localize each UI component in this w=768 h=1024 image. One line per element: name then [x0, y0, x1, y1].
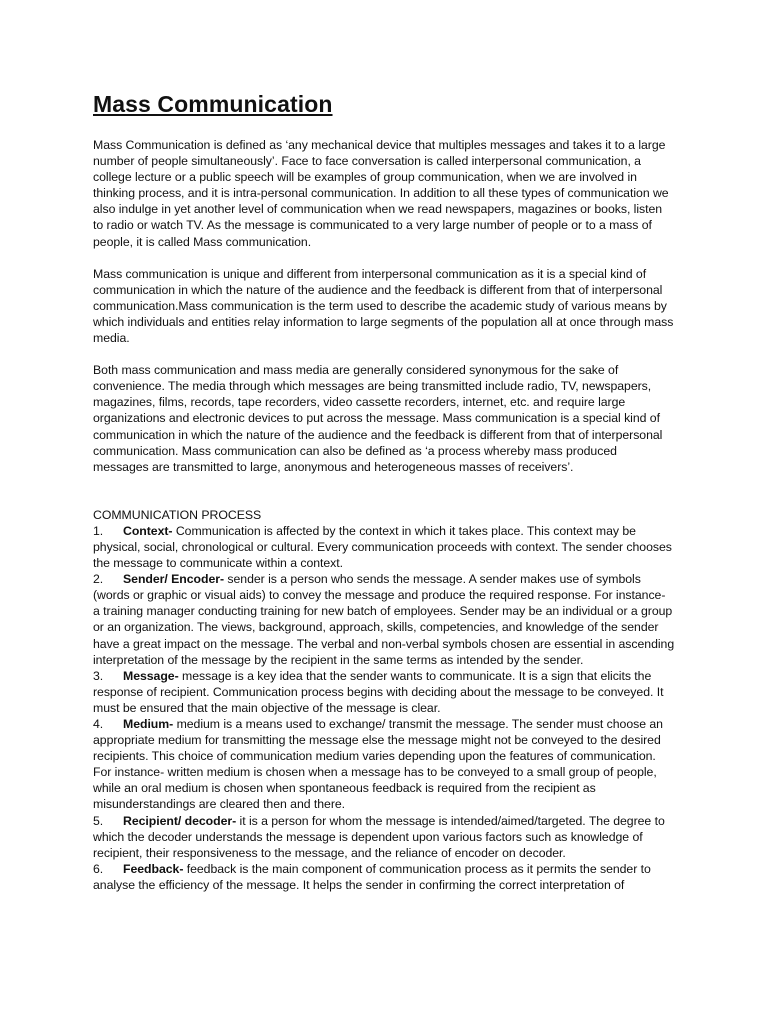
- list-item: [93, 861, 675, 893]
- list-text: medium is a means used to exchange/ transmit the message. The sender must choose an appropriate medium for transmitting the message else the message might not be conveyed to the desired recipients. This choice of communication medium varies depending upon the features of communication. For instance- written medium is chosen when a message has to be conveyed to a small group of people, while an oral medium is chosen when spontaneous feedback is required from the recipient as misunderstandings are cleared then and there.: [93, 717, 663, 812]
- list-item: [93, 716, 675, 813]
- paragraph-media: Both mass communication and mass media are generally considered synonymous for the sake of convenience. The media through which messages are being transmitted include radio, TV, newspapers, magazines, films, records, tape recorders, video cassette recorders, internet, etc. and require large organizations and electronic devices to put across the message. Mass communication is a special kind of communication in which the nature of the audience and the feedback is different from that of interpersonal communication. Mass communication can also be defined as ‘a process whereby mass produced messages are transmitted to large, anonymous and heterogeneous masses of receivers’.: [93, 363, 663, 474]
- list-text: feedback is the main component of communication process as it permits the sender to analyse the efficiency of the message. It helps the sender in confirming the correct interpretation of: [93, 861, 651, 892]
- page-title: Mass Communication: [93, 91, 333, 117]
- list-number: 2.: [93, 572, 104, 587]
- list-term: Context-: [123, 523, 173, 538]
- list-text: it is a person for whom the message is intended/aimed/targeted. The degree to which the decoder understands the message is dependent upon various factors such as knowledge of recipient, their responsiveness to the message, and the reliance of encoder on decoder.: [93, 813, 665, 860]
- paragraph-definition: Mass Communication is defined as ‘any mechanical device that multiples messages and takes it to a large number of people simultaneously’. Face to face conversation is called interpersonal communication, a college lecture or a public speech will be examples of group communication, when we are involved in thinking process, and it is intra-personal communication. In addition to all these types of communication we also indulge in yet another level of communication when we read newspapers, magazines or books, listen to radio or watch TV. As the message is communicated to a very large number of people or to a mass of people, it is called Mass communication.: [93, 138, 669, 249]
- list-item: [93, 668, 675, 716]
- list-item: [93, 813, 675, 861]
- list-number: 5.: [93, 813, 104, 828]
- list-number: 1.: [93, 523, 104, 538]
- document-page: [93, 88, 675, 893]
- list-number: 3.: [93, 668, 104, 683]
- process-list: [93, 523, 675, 893]
- list-term: Sender/ Encoder-: [123, 572, 225, 587]
- list-text: message is a key idea that the sender wants to communicate. It is a sign that elicits the response of recipient. Communication process begins with deciding about the message to be conveyed. It must be ensured that the main objective of the message is clear.: [93, 668, 664, 715]
- list-term: Message-: [123, 668, 179, 683]
- list-term: Feedback-: [123, 861, 184, 876]
- paragraph-unique: Mass communication is unique and different from interpersonal communication as it is a special kind of communication in which the nature of the audience and the feedback is different from that of interpersonal communication.Mass communication is the term used to describe the academic study of various means by which individuals and entities relay information to large segments of the population all at once through mass media.: [93, 266, 674, 346]
- list-text: Communication is affected by the context in which it takes place. This context may be physical, social, chronological or cultural. Every communication proceeds with context. The sender chooses the message to communicate within a context.: [93, 523, 672, 571]
- list-number: 6.: [93, 861, 104, 876]
- section-heading: COMMUNICATION PROCESS: [93, 507, 262, 522]
- list-item: [93, 523, 675, 571]
- list-term: Medium-: [123, 717, 174, 731]
- list-number: 4.: [93, 717, 104, 731]
- list-term: Recipient/ decoder-: [123, 813, 237, 828]
- list-text: sender is a person who sends the message. A sender makes use of symbols (words or graphic or visual aids) to convey the message and produce the required response. For instance- a training manager conducting training for new batch of employees. Sender may be an individual or a group or an organization. The views, background, approach, skills, competencies, and knowledge of the sender have a great impact on the message. The verbal and non-verbal symbols chosen are essential in ascending interpretation of the message by the recipient in the same terms as intended by the sender.: [93, 572, 675, 667]
- list-item: [93, 571, 675, 668]
